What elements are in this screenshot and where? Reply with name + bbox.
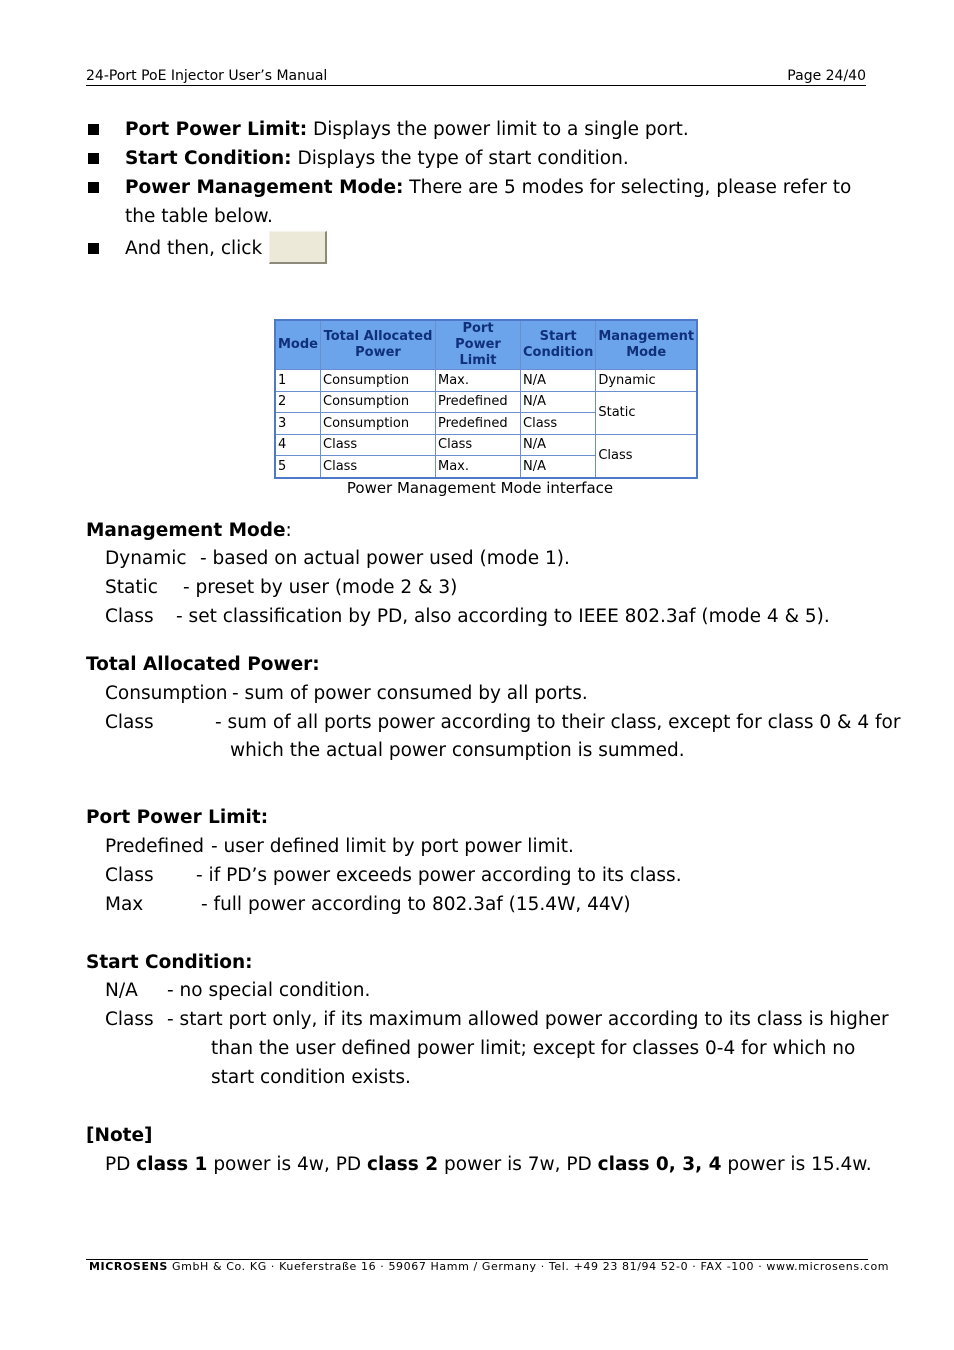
apply-button-image[interactable] xyxy=(269,231,327,264)
header-divider xyxy=(86,85,866,86)
table-row: 1 Consumption Max. N/A Dynamic xyxy=(275,370,697,392)
col-port-power-limit: Port Power Limit xyxy=(436,320,521,370)
col-mode: Mode xyxy=(275,320,321,370)
management-static: Static xyxy=(596,391,697,434)
col-management-mode: Management Mode xyxy=(596,320,697,370)
bullet-square-icon xyxy=(88,243,99,254)
bullet-square-icon xyxy=(88,124,99,135)
header-title: 24-Port PoE Injector User’s Manual xyxy=(86,68,328,84)
col-start-condition: Start Condition xyxy=(521,320,596,370)
table-row: 3 Consumption Predefined Class xyxy=(275,413,697,435)
table-caption: Power Management Mode interface xyxy=(346,479,614,497)
table-row: 5 Class Max. N/A xyxy=(275,456,697,478)
bullet-square-icon xyxy=(88,182,99,193)
section-title-start-condition: Start Condition: xyxy=(86,952,253,973)
section-title-management-mode: Management Mode: xyxy=(86,520,292,541)
section-title-port-power-limit: Port Power Limit: xyxy=(86,807,269,828)
page-number: Page 24/40 xyxy=(787,68,866,84)
table-row: 2 Consumption Predefined N/A Static xyxy=(275,391,697,413)
note-text: PD class 1 power is 4w, PD class 2 power is 7w, PD class 0, 3, 4 power is 15.4w. xyxy=(105,1154,872,1175)
management-dynamic: Dynamic xyxy=(596,370,697,392)
bullet-square-icon xyxy=(88,153,99,164)
footer: MICROSENS GmbH & Co. KG · Kueferstraße 16 · 59067 Hamm / Germany · Tel. +49 23 81/94 52-0 · FAX -100 · www.microsens.com xyxy=(89,1260,890,1273)
col-total-allocated-power: Total Allocated Power xyxy=(321,320,436,370)
management-class: Class xyxy=(596,434,697,478)
table-header-row xyxy=(275,320,697,370)
section-title-total-allocated-power: Total Allocated Power: xyxy=(86,654,320,675)
section-title-note: [Note] xyxy=(86,1125,153,1146)
table-row: 4 Class Class N/A Class xyxy=(275,434,697,456)
power-management-mode-table xyxy=(274,319,698,479)
